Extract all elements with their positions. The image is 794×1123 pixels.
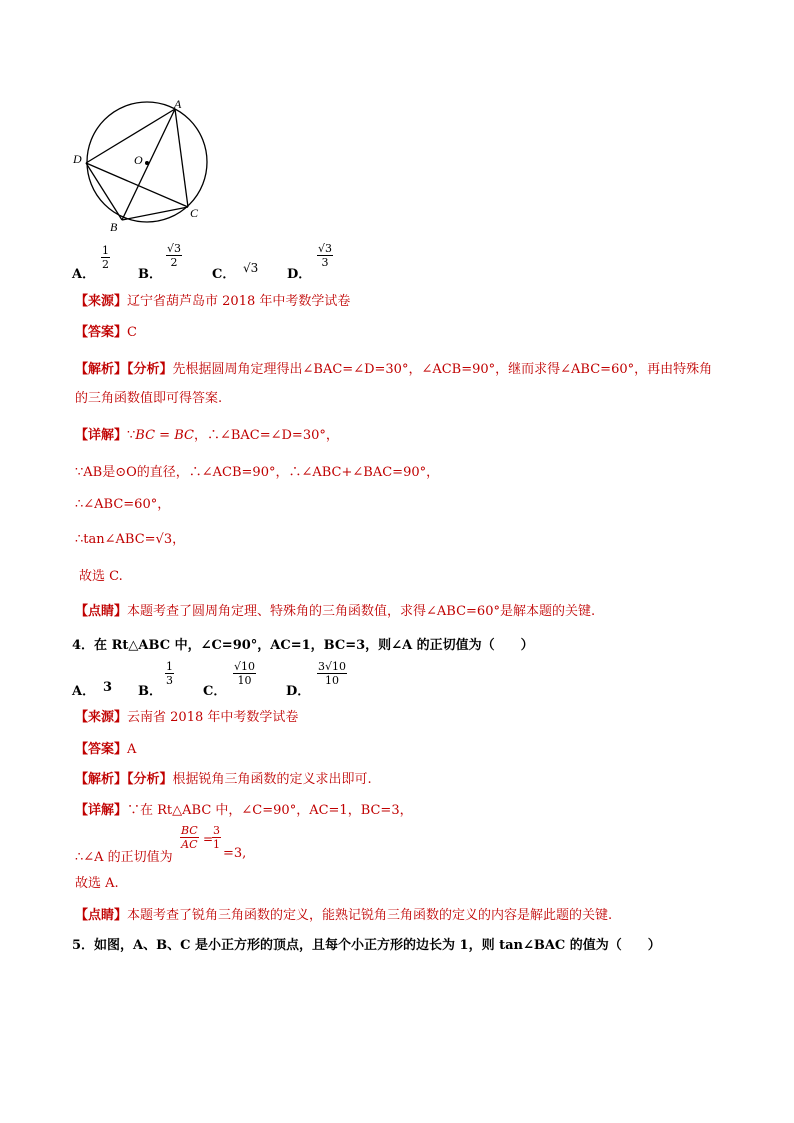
q3-answer [75,321,137,340]
answer-text: C [127,325,137,340]
q4-option-a-value: 3 [103,680,113,695]
q3-option-a-value: $\frac{1}{2}$ [102,244,109,271]
q3-comment: 【点睛】本题考查了圆周角定理、特殊角的三角函数值，求得∠ABC=60°是解本题的关键. [75,604,596,619]
label-b: B [110,220,118,234]
q4-option-a-letter: A． [72,684,96,699]
q3-option-c-value: √3 [243,261,259,275]
source-text: 云南省 2018 年中考数学试卷 [127,710,299,725]
q3-option-b-letter: B． [138,267,162,282]
q4-source [75,706,298,725]
source-tag: 【来源】 [75,710,128,725]
label-a: A [174,97,182,111]
q4-option-c-value: $\frac{√10}{10}$ [234,660,256,687]
q3-source [75,290,350,309]
q3-detail-line1: 【详解】∵BC = BC，∴∠BAC=∠D=30°， [75,428,339,443]
q4-option-c-letter: C． [203,684,227,699]
label-o: O [134,153,143,167]
q4-frac-bc-ac: $\frac{BC}{AC}$ [181,824,198,851]
q4-detail-line3: 故选 A. [75,876,119,891]
q4-answer [75,738,136,757]
q3-detail-line3: ∴∠ABC=60°， [75,497,171,512]
q4-option-d-letter: D． [286,684,311,699]
q3-option-d-value: $\frac{√3}{3}$ [318,242,333,269]
segment-db [86,163,122,220]
answer-tag: 【答案】 [75,325,128,340]
q3-option-c-letter: C． [212,267,236,282]
q5-stem: 5．如图，A、B、C 是小正方形的顶点，且每个小正方形的边长为 1，则 tan∠BAC 的值为（ ） [72,938,661,953]
source-tag: 【来源】 [75,294,128,309]
comment-tag: 【点睛】 [75,604,128,619]
answer-tag: 【答案】 [75,742,128,757]
q3-detail-line4: ∴tan∠ABC=√3， [75,532,186,547]
q4-option-b-letter: B． [138,684,162,699]
q4-analysis: 【解析】【分析】根据锐角三角函数的定义求出即可. [75,772,372,787]
q3-detail-line5: 故选 C. [79,569,123,584]
q3-option-d-letter: D． [287,267,312,282]
comment-tag: 【点睛】 [75,908,128,923]
answer-text: A [127,742,137,757]
analysis-tag: 【解析】【分析】 [75,362,173,377]
segment-ac [175,109,188,207]
label-c: C [190,206,199,220]
source-text: 辽宁省葫芦岛市 2018 年中考数学试卷 [127,294,351,309]
q3-option-a-letter: A． [72,267,96,282]
q3-analysis-line2: 的三角函数值即可得答案. [75,391,223,406]
circle-figure [70,96,220,236]
q4-detail-line1: 【详解】∵在 Rt△ABC 中，∠C=90°，AC=1，BC=3， [75,803,413,818]
q4-comment: 【点睛】本题考查了锐角三角函数的定义，能熟记锐角三角函数的定义的内容是解此题的关键. [75,908,613,923]
q4-detail-line2-prefix: ∴∠A 的正切值为 [75,850,173,865]
q4-equals: = [203,832,214,846]
q4-option-d-value: $\frac{3√10}{10}$ [318,660,347,687]
q4-detail-line2-suffix: =3, [223,846,247,861]
q3-option-b-value: $\frac{√3}{2}$ [167,242,182,269]
q4-option-b-value: $\frac{1}{3}$ [166,660,173,687]
center-point [145,161,149,165]
detail-tag: 【详解】 [75,428,128,443]
q4-frac-3-1: $\frac{3}{1}$ [213,824,220,851]
label-d: D [73,152,82,166]
q3-analysis-line1: 【解析】【分析】先根据圆周角定理得出∠BAC=∠D=30°，∠ACB=90°，继而求得∠ABC=60°，再由特殊角 [75,362,713,377]
analysis-tag: 【解析】【分析】 [75,772,173,787]
arc-equality: BC = BC [135,428,194,443]
q3-detail-line2: ∵AB是⊙O的直径，∴∠ACB=90°，∴∠ABC+∠BAC=90°， [75,465,440,480]
detail-tag: 【详解】 [75,803,128,818]
q4-stem: 4．在 Rt△ABC 中，∠C=90°，AC=1，BC=3，则∠A 的正切值为（ ） [72,638,534,653]
